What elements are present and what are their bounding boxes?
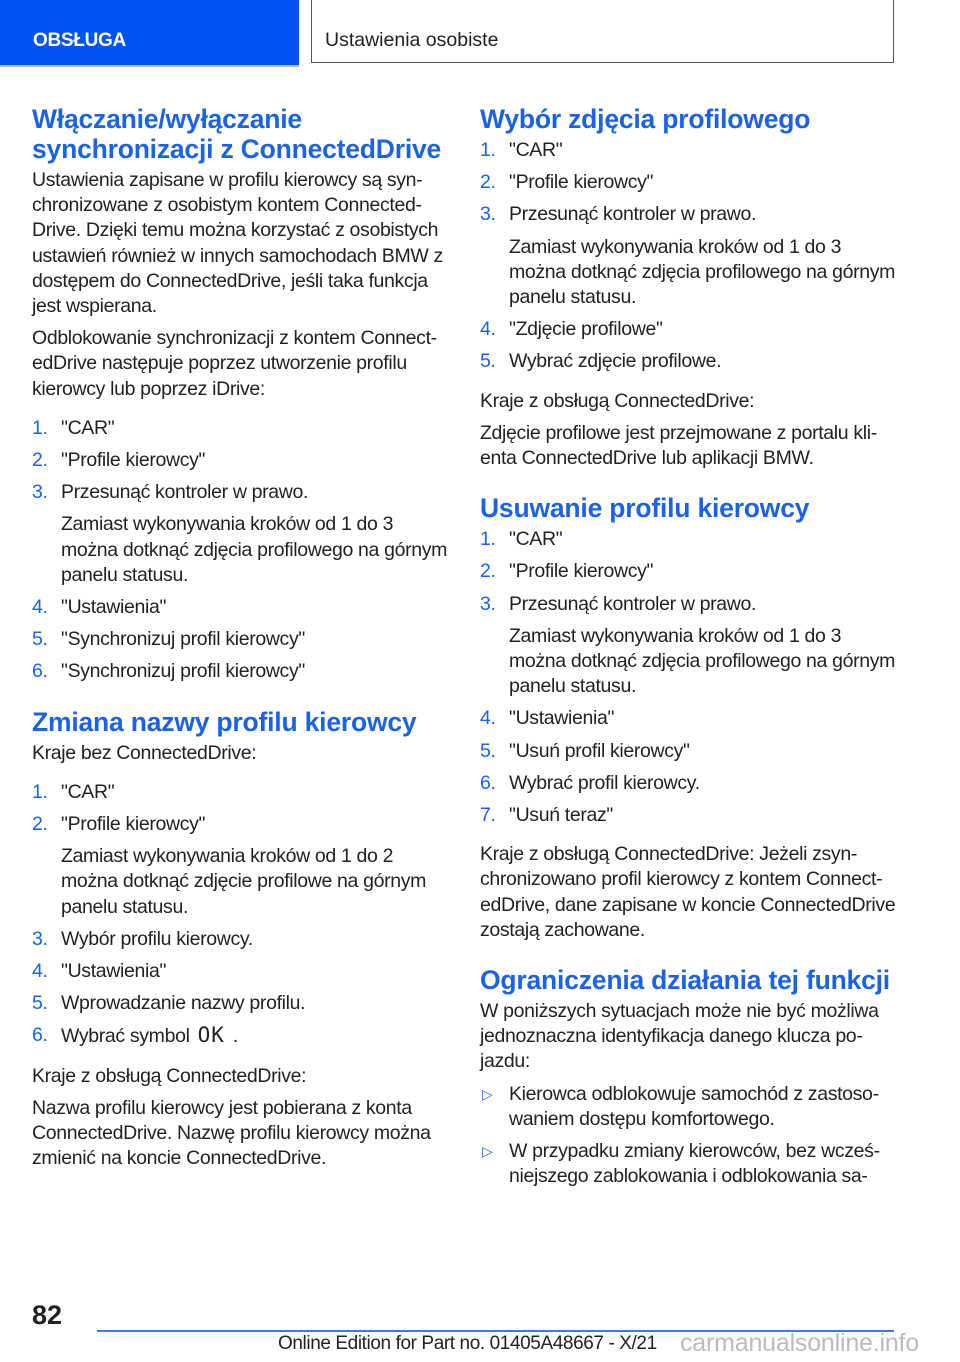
step-text: "Ustawienia" — [61, 596, 167, 619]
bullet-text: W przypadku zmiany kierowców, bez wcześniejszego zablokowania i odblokowania sa- — [509, 1140, 881, 1188]
step-text: "Usuń teraz" — [509, 804, 613, 827]
numbered-list — [480, 527, 900, 828]
step-number: 3. — [32, 481, 48, 504]
step-text: "CAR" — [61, 780, 115, 803]
step-number: 4. — [32, 596, 48, 619]
step-text: Wybrać symbol — [61, 1025, 190, 1048]
step-note: Zamiast wykonywania kroków od 1 do 3 można dotknąć zdjęcia profilowego na górnym panelu statusu. — [61, 513, 448, 586]
step-number: 3. — [480, 203, 496, 226]
divider — [0, 65, 299, 67]
list-item — [480, 771, 900, 796]
step-text: Wybrać profil kierowcy. — [509, 771, 700, 794]
list-item — [480, 706, 900, 731]
section-heading: Usuwanie profilu kierowcy — [480, 493, 810, 524]
paragraph: Nazwa profilu kierowcy jest pobierana z konta ConnectedDrive. Nazwę profilu kierowcy można zmienić na koncie ConnectedDrive. — [32, 1096, 431, 1170]
list-item — [480, 349, 900, 374]
list-item — [480, 317, 900, 342]
numbered-list — [32, 416, 452, 685]
bullet-list — [480, 1082, 900, 1190]
step-text: "CAR" — [61, 416, 115, 439]
right-column — [480, 104, 900, 1197]
step-number: 3. — [480, 592, 496, 615]
list-item — [32, 927, 452, 952]
ok-symbol-icon: OK — [197, 1023, 225, 1048]
list-item — [32, 627, 452, 652]
step-text: "Synchronizuj profil kierowcy" — [61, 660, 305, 683]
triangle-bullet-icon: ▷ — [482, 1085, 493, 1102]
section-label: OBSŁUGA — [33, 30, 126, 51]
step-number: 2. — [480, 560, 496, 583]
list-item — [480, 138, 900, 163]
step-number: 1. — [480, 528, 496, 551]
step-number: 5. — [32, 628, 48, 651]
step-number: 4. — [480, 707, 496, 730]
step-text: Wybrać zdjęcie profilowe. — [509, 350, 722, 373]
bullet-item — [480, 1082, 900, 1132]
paragraph: W poniższych sytuacjach może nie być możliwa jednoznaczna identyfikacja danego klucza pojazdu: — [480, 1000, 879, 1073]
step-number: 6. — [32, 1024, 48, 1047]
step-text: "Profile kierowcy" — [61, 813, 206, 836]
paragraph: Odblokowanie synchronizacji z kontem ConnectedDrive następuje poprzez utworzenie profilu kierowcy lub poprzez iDrive: — [32, 327, 438, 400]
section-heading: Zmiana nazwy profilu kierowcy — [32, 706, 417, 737]
step-text: "Ustawienia" — [509, 707, 615, 730]
step-number: 1. — [32, 416, 48, 439]
list-item — [480, 592, 900, 617]
chapter-label: Ustawienia osobiste — [325, 29, 499, 51]
bullet-item — [480, 1139, 900, 1189]
watermark: carmanualsonline.info — [680, 1329, 920, 1357]
section-heading: Ograniczenia działania tej funkcji — [480, 965, 890, 996]
list-item — [32, 959, 452, 984]
step-text: "CAR" — [509, 528, 563, 551]
step-number: 6. — [32, 660, 48, 683]
step-text: "Profile kierowcy" — [61, 449, 206, 472]
step-number: 2. — [32, 449, 48, 472]
numbered-list — [32, 780, 452, 1050]
step-number: 5. — [480, 350, 496, 373]
step-text: "CAR" — [509, 139, 563, 161]
step-number: 2. — [480, 171, 496, 194]
step-number: 5. — [32, 992, 48, 1015]
step-number: 1. — [480, 139, 496, 161]
numbered-list — [480, 138, 900, 375]
step-text: Przesunąć kontroler w prawo. — [509, 592, 757, 615]
step-number: 1. — [32, 780, 48, 803]
step-number: 4. — [32, 960, 48, 983]
triangle-bullet-icon: ▷ — [482, 1143, 493, 1160]
step-text: "Usuń profil kierowcy" — [509, 739, 690, 762]
step-number: 3. — [32, 927, 48, 950]
step-note: Zamiast wykonywania kroków od 1 do 3 można dotknąć zdjęcia profilowego na górnym panelu statusu. — [509, 235, 896, 309]
step-number: 2. — [32, 813, 48, 836]
paragraph: Kraje z obsługą ConnectedDrive: — [32, 1064, 307, 1087]
section-tab — [0, 0, 299, 65]
page-number: 82 — [32, 1300, 63, 1330]
step-text: "Zdjęcie profilowe" — [509, 318, 663, 341]
edition-text: Online Edition for Part no. 01405A48667 - X/21 — [278, 1333, 657, 1354]
section-heading: Wybór zdjęcia profilowego — [480, 104, 811, 134]
list-item — [32, 416, 452, 441]
paragraph: Kraje z obsługą ConnectedDrive: Jeżeli zsynchronizowano profil kierowcy z kontem ConnectedDrive, dane zapisane w koncie ConnectedDrive zostają zachowane. — [480, 843, 896, 941]
list-item — [480, 803, 900, 828]
step-text: "Synchronizuj profil kierowcy" — [61, 628, 305, 651]
list-item — [32, 448, 452, 473]
list-item — [480, 559, 900, 584]
list-item — [32, 595, 452, 620]
list-item — [32, 812, 452, 837]
section-heading: Włączanie/wyłączanie synchronizacji z ConnectedDrive — [32, 104, 442, 164]
paragraph: Kraje z obsługą ConnectedDrive: — [480, 389, 755, 412]
paragraph: Zdjęcie profilowe jest przejmowane z portalu klienta ConnectedDrive lub aplikacji BMW. — [480, 421, 878, 470]
step-text: "Profile kierowcy" — [509, 560, 654, 583]
step-text-after: . — [232, 1025, 238, 1048]
chapter-tab — [311, 0, 894, 63]
left-column — [32, 104, 452, 1179]
paragraph: Kraje bez ConnectedDrive: — [32, 741, 257, 764]
step-text: Przesunąć kontroler w prawo. — [509, 203, 757, 226]
step-number: 7. — [480, 804, 496, 827]
step-text: Przesunąć kontroler w prawo. — [61, 481, 309, 504]
step-number: 4. — [480, 318, 496, 341]
step-text: Wybór profilu kierowcy. — [61, 927, 253, 950]
step-text: "Ustawienia" — [61, 960, 167, 983]
list-item — [480, 739, 900, 764]
list-item — [32, 659, 452, 684]
list-item — [32, 991, 452, 1016]
paragraph: Ustawienia zapisane w profilu kierowcy są synchronizowane z osobistym kontem ConnectedDrive. Dzięki temu można korzystać z osobistych ustawień również w innych samochodach BMW z dostępem do ConnectedDrive, jeśli taka funkcja jest wspierana. — [32, 169, 443, 318]
step-number: 5. — [480, 739, 496, 762]
step-number: 6. — [480, 771, 496, 794]
list-item — [32, 1023, 452, 1049]
list-item — [32, 480, 452, 505]
list-item — [480, 527, 900, 552]
step-note: Zamiast wykonywania kroków od 1 do 2 można dotknąć zdjęcie profilowe na górnym panelu statusu. — [61, 845, 427, 918]
step-text: Wprowadzanie nazwy profilu. — [61, 992, 306, 1015]
list-item — [480, 202, 900, 227]
list-item — [32, 780, 452, 805]
list-item — [480, 170, 900, 195]
step-text: "Profile kierowcy" — [509, 171, 654, 194]
step-note: Zamiast wykonywania kroków od 1 do 3 można dotknąć zdjęcia profilowego na górnym panelu statusu. — [509, 624, 896, 698]
bullet-text: Kierowca odblokowuje samochód z zastosowaniem dostępu komfortowego. — [509, 1082, 880, 1130]
